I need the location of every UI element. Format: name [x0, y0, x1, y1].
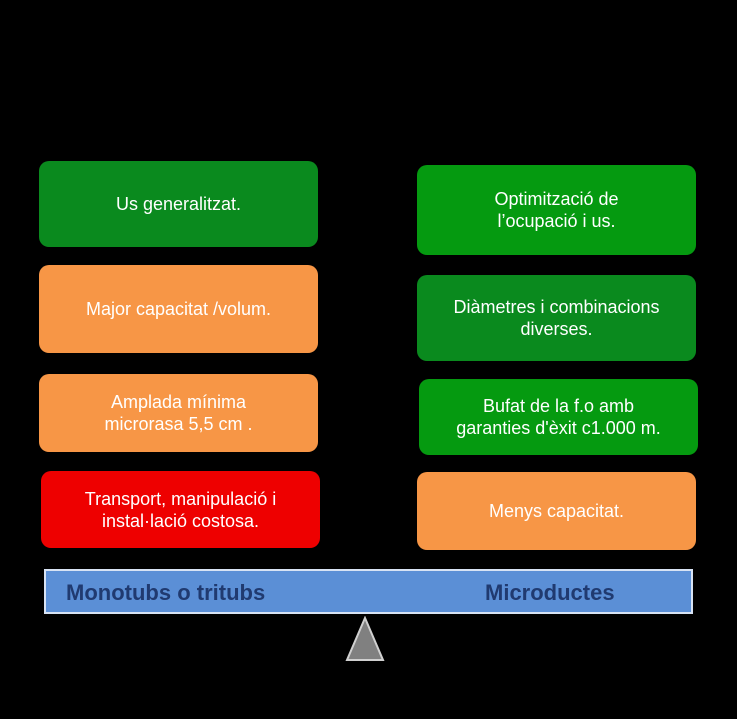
fulcrum-triangle-icon [345, 616, 385, 662]
right-box-bufat: Bufat de la f.o amb garanties d'èxit c1.000 m. [419, 379, 698, 455]
beam-label-microductes: Microductes [485, 580, 615, 605]
left-box-major-capacitat: Major capacitat /volum. [39, 265, 318, 353]
left-box-amplada-minima: Amplada mínima microrasa 5,5 cm . [39, 374, 318, 452]
balance-beam [44, 569, 693, 614]
right-box-diametres: Diàmetres i combinacions diverses. [417, 275, 696, 361]
left-box-transport-costosa: Transport, manipulació i instal·lació costosa. [41, 471, 320, 548]
right-box-menys-capacitat: Menys capacitat. [417, 472, 696, 550]
left-box-us-generalitzat: Us generalitzat. [39, 161, 318, 247]
beam-label-monotubs: Monotubs o tritubs [66, 580, 266, 605]
right-box-optimitzacio: Optimització de l’ocupació i us. [417, 165, 696, 255]
